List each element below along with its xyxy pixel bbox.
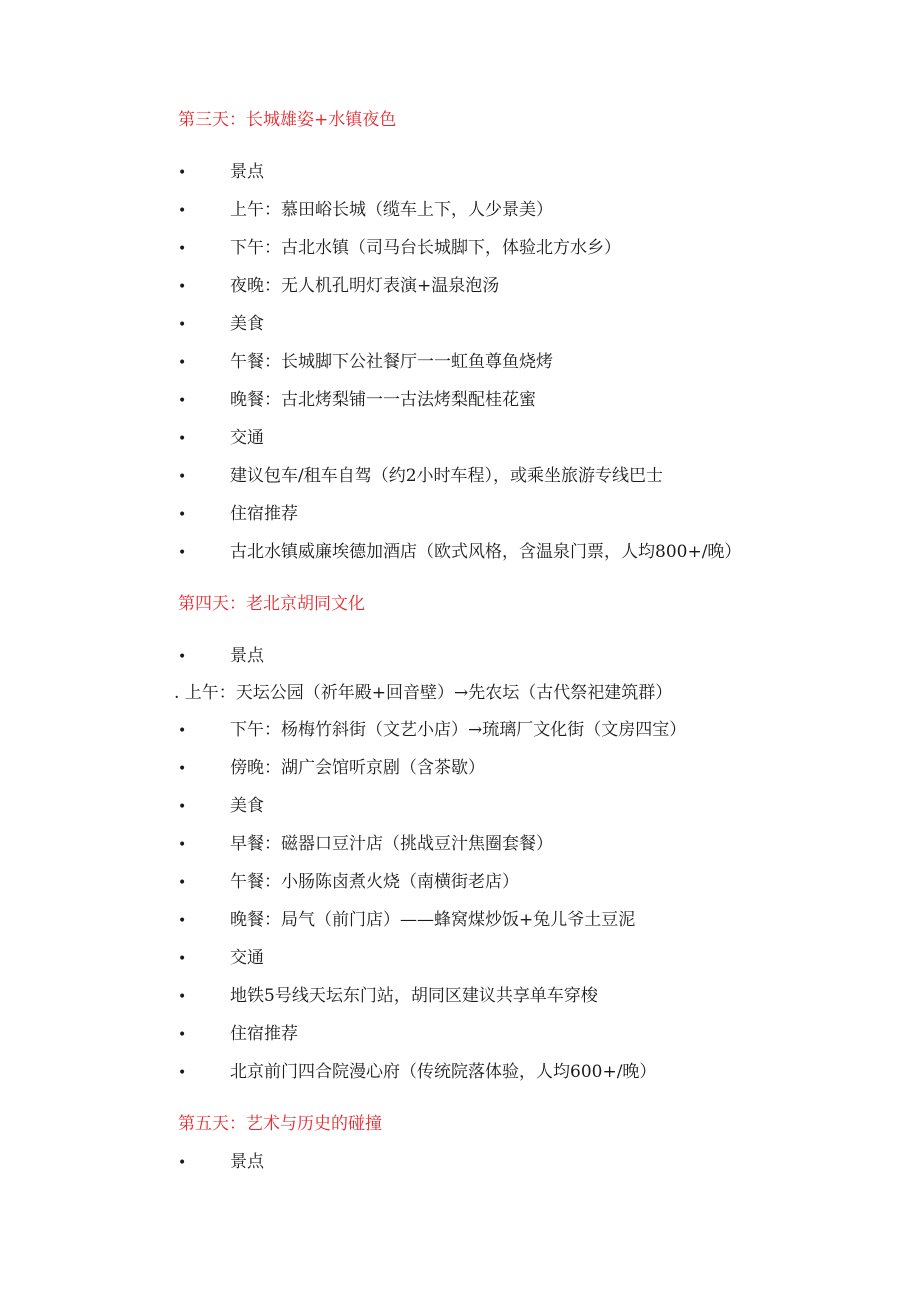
bullet: • xyxy=(178,165,187,181)
bullet: • xyxy=(178,1065,187,1081)
bullet: • xyxy=(178,545,187,561)
bullet: • xyxy=(178,989,187,1005)
bullet: • xyxy=(178,951,187,967)
bullet: • xyxy=(178,507,187,523)
list-item-text: 早餐：磁器口豆汁店（挑战豆汁焦圈套餐） xyxy=(230,834,553,854)
list-item-text: 交通 xyxy=(230,428,264,448)
list-item xyxy=(178,1022,298,1046)
bullet: • xyxy=(178,1027,187,1043)
list-item-text: 地铁5号线天坛东门站，胡同区建议共享单车穿梭 xyxy=(230,986,598,1006)
list-item xyxy=(178,718,686,742)
list-item xyxy=(178,870,519,894)
list-item-text: 建议包车/租车自驾（约2小时车程），或乘坐旅游专线巴士 xyxy=(230,466,664,486)
day5-heading: 第五天：艺术与历史的碰撞 xyxy=(178,1114,382,1134)
list-item-text: 傍晚：湖广会馆听京剧（含茶歇） xyxy=(230,758,485,778)
list-item xyxy=(178,464,663,488)
list-item-text: . 上午：天坛公园（祈年殿+回音壁）→先农坛（古代祭祀建筑群） xyxy=(174,683,673,703)
bullet: • xyxy=(178,469,187,485)
bullet: • xyxy=(178,761,187,777)
list-item xyxy=(178,426,264,450)
bullet: • xyxy=(178,799,187,815)
list-item xyxy=(178,540,741,564)
list-item-text: 午餐：长城脚下公社餐厅一一虹鱼尊鱼烧烤 xyxy=(230,352,553,372)
day3-heading: 第三天：长城雄姿+水镇夜色 xyxy=(178,110,397,130)
list-item xyxy=(178,350,553,374)
list-item xyxy=(174,681,672,705)
list-item xyxy=(178,388,536,412)
bullet: • xyxy=(178,317,187,333)
bullet: • xyxy=(178,875,187,891)
list-item-text: 北京前门四合院漫心府（传统院落体验，人均600+/晚） xyxy=(230,1062,657,1082)
list-item-text: 下午：古北水镇（司马台长城脚下，体验北方水乡） xyxy=(230,238,621,258)
bullet: • xyxy=(178,1155,187,1171)
list-item xyxy=(178,756,485,780)
bullet: • xyxy=(178,913,187,929)
list-item-text: 美食 xyxy=(230,314,264,334)
list-item xyxy=(178,908,635,932)
list-item xyxy=(178,236,621,260)
list-item xyxy=(178,274,499,298)
list-item-text: 住宿推荐 xyxy=(230,504,298,524)
bullet: • xyxy=(178,649,187,665)
bullet: • xyxy=(178,837,187,853)
list-item xyxy=(178,984,598,1008)
list-item-text: 晚餐：局气（前门店）——蜂窝煤炒饭+兔儿爷土豆泥 xyxy=(230,910,636,930)
bullet: • xyxy=(178,723,187,739)
list-item-text: 下午：杨梅竹斜街（文艺小店）→琉璃厂文化街（文房四宝） xyxy=(230,720,687,740)
list-item-text: 住宿推荐 xyxy=(230,1024,298,1044)
list-item-text: 夜晚：无人机孔明灯表演+温泉泡汤 xyxy=(230,276,500,296)
list-item xyxy=(178,1150,264,1174)
list-item xyxy=(178,1060,656,1084)
bullet: • xyxy=(178,355,187,371)
list-item-text: 晚餐：古北烤梨铺一一古法烤梨配桂花蜜 xyxy=(230,390,536,410)
list-item xyxy=(178,946,264,970)
list-item xyxy=(178,644,264,668)
list-item xyxy=(178,160,264,184)
list-item xyxy=(178,502,298,526)
list-item xyxy=(178,832,553,856)
list-item-text: 古北水镇威廉埃德加酒店（欧式风格，含温泉门票，人均800+/晚） xyxy=(230,542,742,562)
list-item-text: 午餐：小肠陈卤煮火烧（南横街老店） xyxy=(230,872,519,892)
list-item-text: 景点 xyxy=(230,162,264,182)
list-item xyxy=(178,794,264,818)
bullet: • xyxy=(178,279,187,295)
bullet: • xyxy=(178,431,187,447)
day4-heading: 第四天：老北京胡同文化 xyxy=(178,594,365,614)
bullet: • xyxy=(178,203,187,219)
list-item-text: 美食 xyxy=(230,796,264,816)
list-item-text: 交通 xyxy=(230,948,264,968)
list-item-text: 上午：慕田峪长城（缆车上下，人少景美） xyxy=(230,200,553,220)
list-item xyxy=(178,312,264,336)
list-item xyxy=(178,198,553,222)
bullet: • xyxy=(178,241,187,257)
bullet: • xyxy=(178,393,187,409)
list-item-text: 景点 xyxy=(230,1152,264,1172)
list-item-text: 景点 xyxy=(230,646,264,666)
